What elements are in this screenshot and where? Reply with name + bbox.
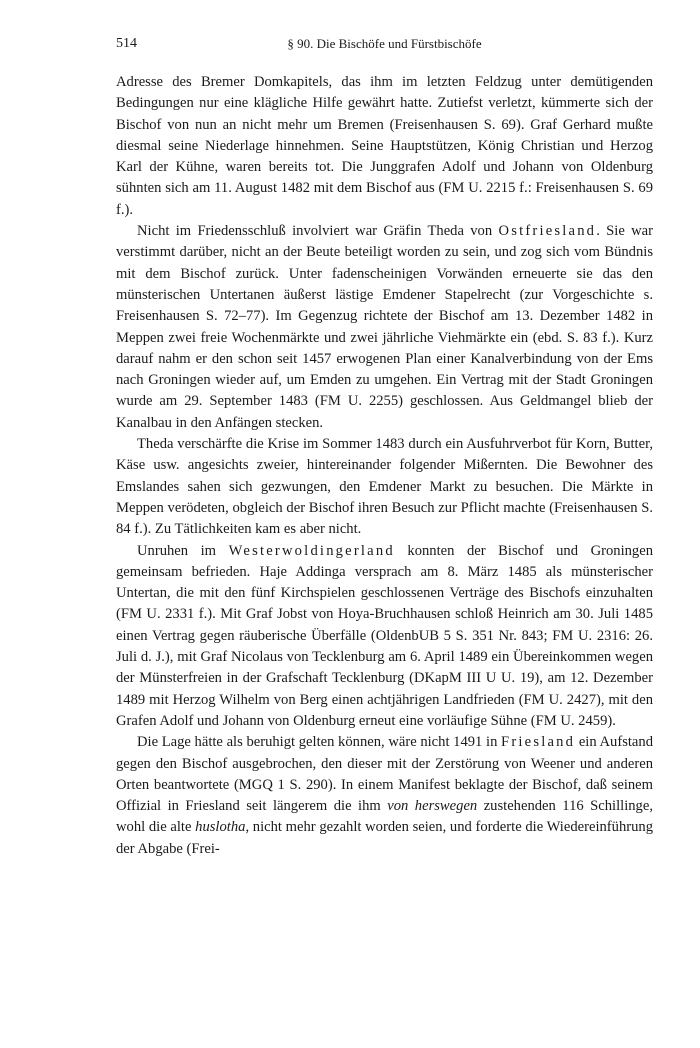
page-header xyxy=(116,36,653,62)
spaced-term-westerwoldingerland: Westerwoldingerland xyxy=(228,542,395,559)
paragraph-2-text-a: Nicht im Friedensschluß involviert war Gräfin Theda von xyxy=(137,223,499,240)
paragraph-4-text-b: konnten der Bischof und Groningen gemeinsam befrieden. Haje Addinga versprach am 8. März 1485 als münsterischer Untertan, die mit den fünf Kirchspielen geschlossenen Verträge des Bischofs einzuhalten (FM U. 2331 f.). Mit Graf Jobst von Hoya-Bruchhausen schloß Heinrich am 30. Juli 1485 einen Vertrag gegen räuberische Überfälle (OldenbUB 5 S. 351 Nr. 843; FM U. 2316: 26. Juli d. J.), mit Graf Nicolaus von Tecklenburg am 6. April 1489 ein Übereinkommen wegen der Münsterfreien in der Grafschaft Tecklenburg (DKapM III U U. 19), am 12. Dezember 1489 mit Herzog Wilhelm von Berg einen achtjährigen Landfrieden (FM U. 2427), mit den Grafen Adolf und Johann von Oldenburg erneut eine vorläufige Sühne (FM U. 2459). xyxy=(116,542,653,729)
paragraph-5-text-d: , nicht mehr gezahlt worden seien, und forderte die Wiedereinführung der Abgabe (Frei- xyxy=(116,819,654,857)
paragraph-4 xyxy=(116,541,653,733)
paragraph-5 xyxy=(116,732,653,860)
italic-term-von-herswegen: von herswegen xyxy=(387,798,478,815)
spaced-term-ostfriesland: Ostfriesland xyxy=(498,223,597,240)
paragraph-1: Adresse des Bremer Domkapitels, das ihm im letzten Feldzug unter demütigenden Bedingungen nur eine klägliche Hilfe gewährt hatte. Zutiefst verletzt, kümmerte sich der Bischof von nun an nicht mehr um Bremen (Freisenhausen S. 69). Graf Gerhard mußte diesmal seine Niederlage hinnehmen. Seine Hauptstützen, König Christian und Herzog Karl der Kühne, waren bereits tot. Die Junggrafen Adolf und Johann von Oldenburg sühnten sich am 11. August 1482 mit dem Bischof aus (FM U. 2215 f.: Freisenhausen S. 69 f.). xyxy=(116,74,653,218)
paragraph-2-text-b: . Sie war verstimmt darüber, nicht an der Beute beteiligt worden zu sein, und zog sich vom Bündnis mit dem Bischof zurück. Unter fadenscheinigen Vorwänden erneuerte sie das den münsterischen Untertanen äußerst lästige Emdener Stapelrecht (zur Vorgeschichte s. Freisenhausen S. 72–77). Im Gegenzug richtete der Bischof am 13. Dezember 1482 in Meppen zwei freie Wochenmärkte und zwei jährliche Viehmärkte ein (ebd. S. 83 f.). Kurz darauf nahm er den schon seit 1457 erwogenen Plan einer Kanalverbindung von der Ems nach Groningen wieder auf, um Emden zu umgehen. Ein Vertrag mit der Stadt Groningen wurde am 29. September 1483 (FM U. 2255) geschlossen. Aus Geldmangel blieb der Kanalbau in den Anfängen stecken. xyxy=(116,223,653,431)
paragraph-5-text-c: zustehenden 116 Schillinge, wohl die alte xyxy=(116,798,653,836)
italic-term-huslotha: huslotha xyxy=(195,819,246,836)
paragraph-2 xyxy=(116,221,653,434)
paragraph-5-text-b: ein Aufstand gegen den Bischof ausgebrochen, den dieser mit der Zerstörung von Weener und anderen Orten beantwortete (MGQ 1 S. 290). In einem Manifest beklagte der Bischof, daß seinem Offizial in Friesland seit längerem die ihm xyxy=(116,734,653,815)
spaced-term-friesland: Friesland xyxy=(501,734,576,751)
paragraph-3: Theda verschärfte die Krise im Sommer 1483 durch ein Ausfuhrverbot für Korn, Butter, Käse usw. angesichts zweier, hintereinander folgender Mißernten. Die Bewohner des Emslandes sahen sich gezwungen, den Emdener Markt zu besuchen. Die Märkte in Meppen verödeten, obgleich der Bischof ihren Besuch zur Pflicht machte (Freisenhausen S. 84 f.). Zu Tätlichkeiten kam es aber nicht. xyxy=(116,436,653,538)
paragraph-4-text-a: Unruhen im xyxy=(137,542,229,559)
book-page xyxy=(116,36,653,860)
page-number: 514 xyxy=(116,36,137,51)
running-title: § 90. Die Bischöfe und Fürstbischöfe xyxy=(287,36,482,51)
body-text xyxy=(116,72,653,860)
paragraph-5-text-a: Die Lage hätte als beruhigt gelten können, wäre nicht 1491 in xyxy=(137,734,502,751)
